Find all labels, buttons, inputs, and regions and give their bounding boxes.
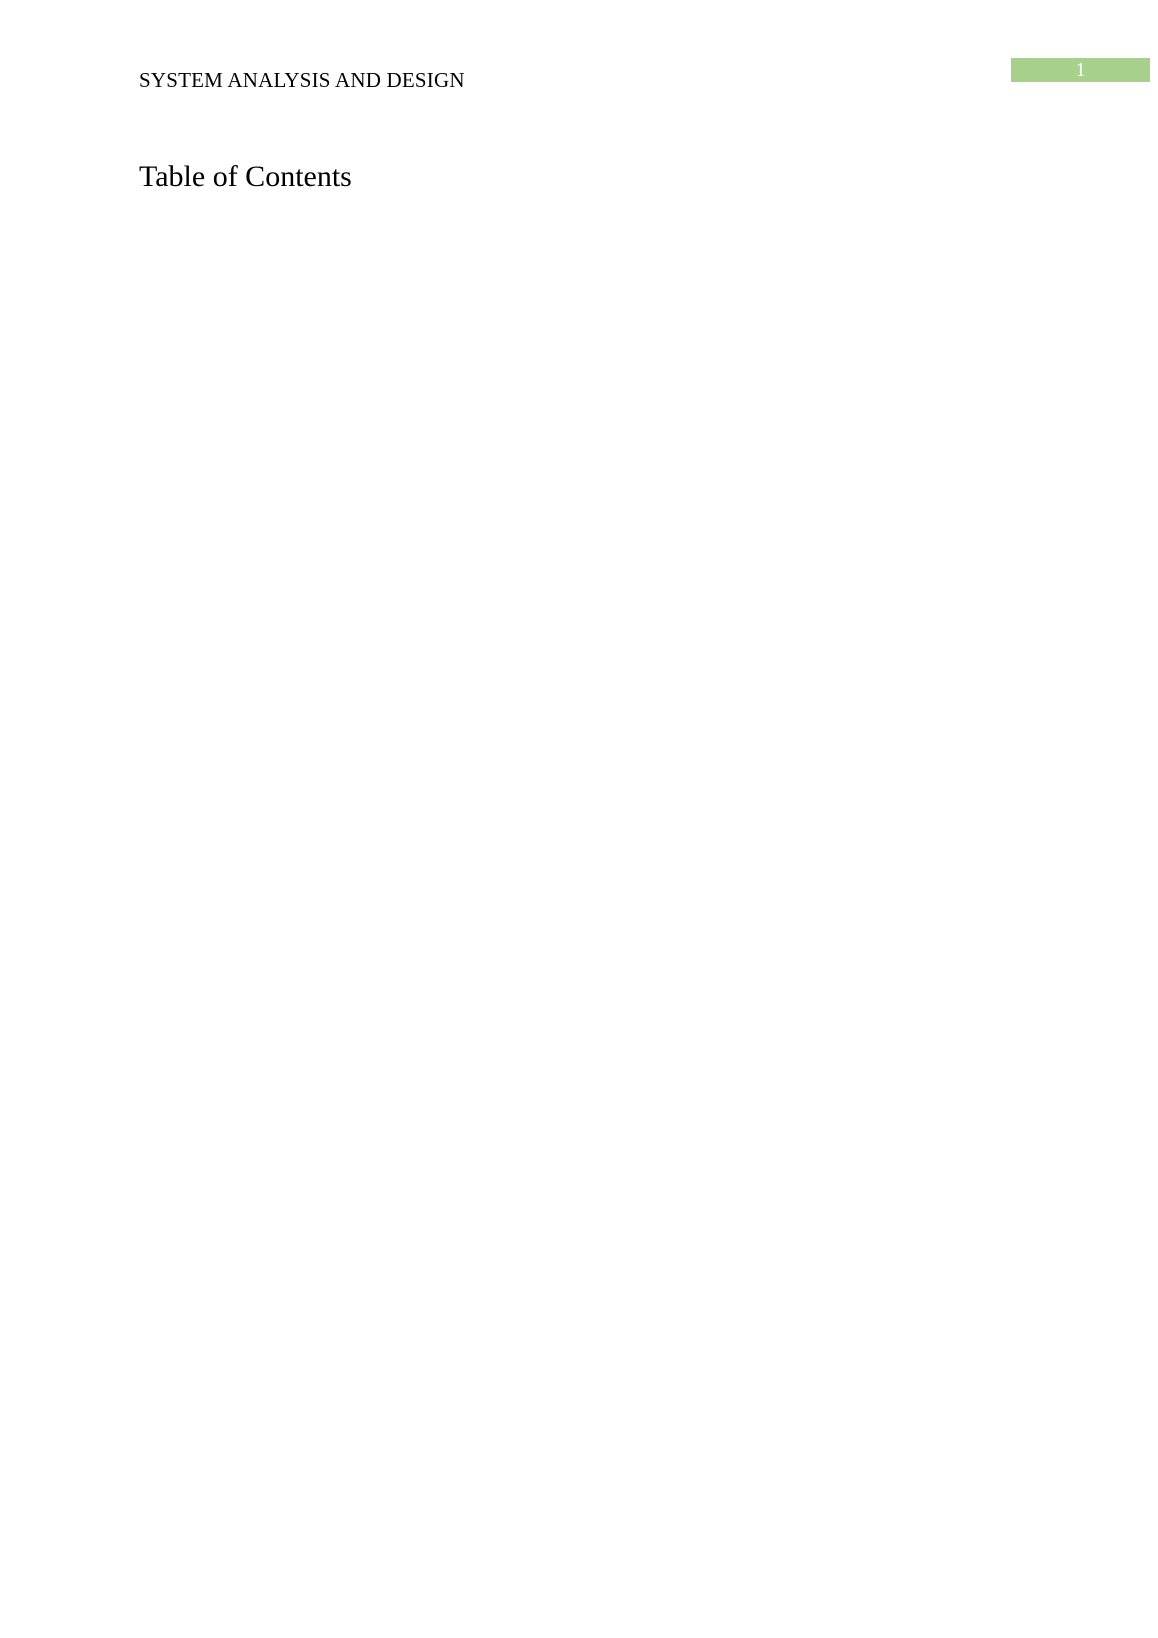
running-header-title: SYSTEM ANALYSIS AND DESIGN <box>139 68 465 92</box>
toc-title: Table of Contents <box>139 160 352 193</box>
page-number: 1 <box>1075 59 1086 81</box>
page-number-badge <box>1011 58 1150 82</box>
